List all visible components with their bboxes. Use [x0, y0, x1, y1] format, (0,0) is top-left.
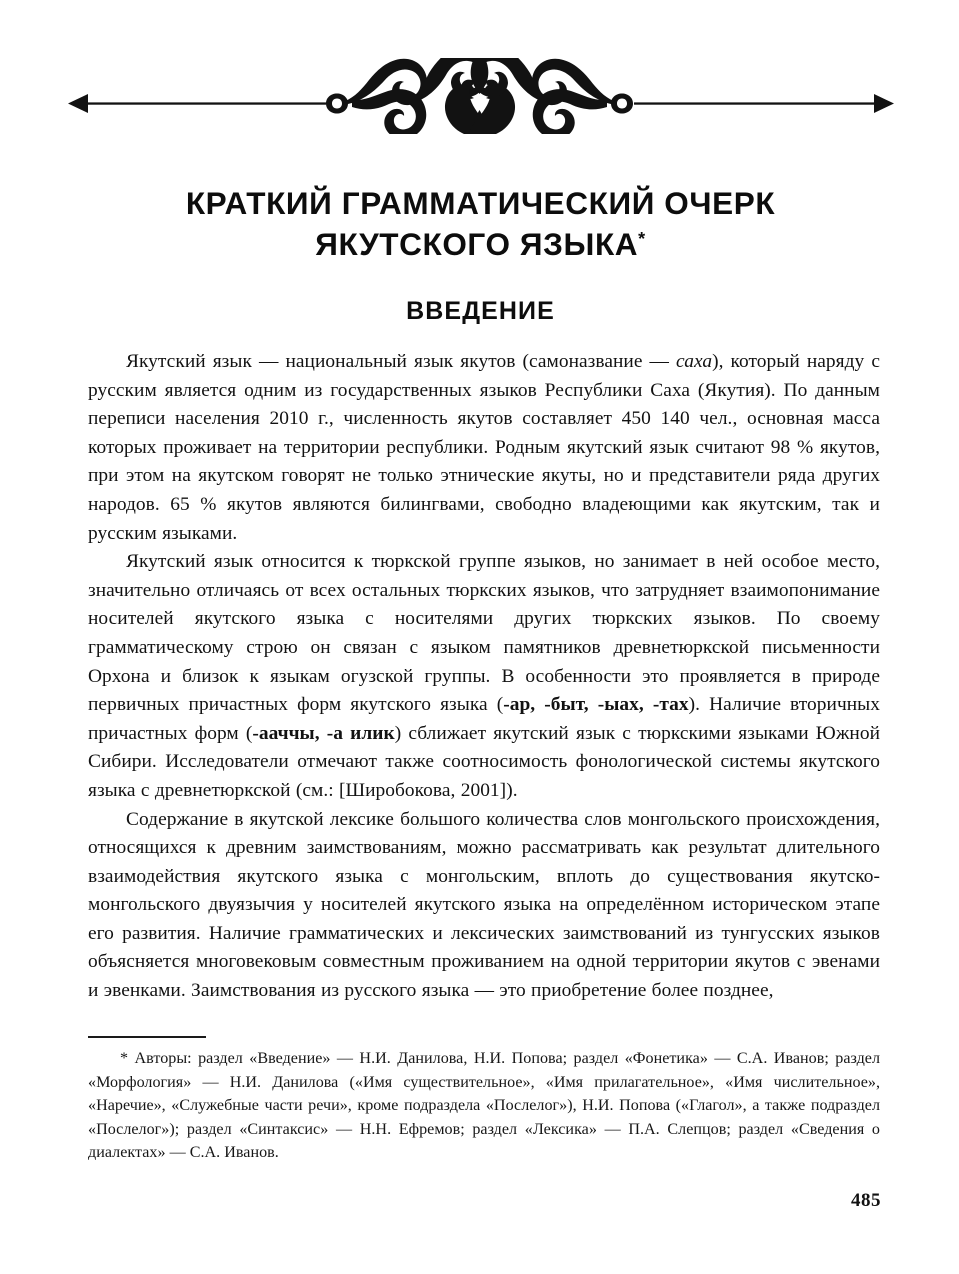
text-run: Якутский язык — национальный язык якутов (самоназвание — [126, 351, 677, 372]
text-run: ) сближает якутский язык с тюркскими языками Южной Сибири. Исследователи отмечают также соотносимость фонологической системы якутского языка с древнетюркской (см.: [Широбокова, 2001]). [88, 722, 880, 801]
text-run-bold: -ар, -быт, -ыах, -тах [503, 694, 689, 716]
page-title [78, 183, 883, 265]
document-title [78, 183, 883, 265]
paragraph-3 [88, 806, 880, 1006]
footnote-text: * Авторы: раздел «Введение» — Н.И. Данилова, Н.И. Попова; раздел «Фонетика» — С.А. Иванов; раздел «Морфология» — Н.И. Данилова («Имя существительное», «Имя прилагательное», «Имя числительное», «Наречие», «Служебные части речи», кроме подраздела «Послелог»), Н.И. Попова («Глагол», а также подраздел «Послелог»); раздел «Синтаксис» — Н.Н. Ефремов; раздел «Лексика» — П.А. Слепцов; раздел «Сведения о диалектах» — С.А. Иванов. [88, 1050, 880, 1162]
text-run-italic: саха [676, 351, 713, 372]
section-heading-introduction: ВВЕДЕНИЕ [406, 297, 555, 325]
body-text [88, 348, 880, 1006]
title-footnote-marker: * [638, 228, 646, 249]
page-number: 485 [851, 1190, 881, 1211]
paragraph-1 [88, 348, 880, 548]
text-run-bold: -ааччы, -а илик [252, 722, 395, 744]
text-run: ), который наряду с русским является одним из государственных языков Республики Саха (Якутия). По данным переписи населения 2010 г., численность якутов составляет 450 140 чел., основная масса которых проживает на территории республики. Родным якутский язык считают 98 % якутов, при этом на якутском говорят не только этнические якуты, но и представители ряда других народов. 65 % якутов являются билингвами, свободно владеющими как якутским, так и русским языками. [88, 351, 880, 544]
document-title-line-1: КРАТКИЙ ГРАММАТИЧЕСКИЙ ОЧЕРК [185, 185, 776, 221]
paragraph-2 [88, 548, 880, 805]
document-title-line-2: ЯКУТСКОГО ЯЗЫКА [315, 225, 639, 262]
text-run: Содержание в якутской лексике большого количества слов монгольского происхождения, относящихся к древним заимствованиям, можно рассматривать как результат длительного взаимодействия якутского языка с монгольским, вплоть до существования якутско-монгольского двуязычия у носителей якутского языка на определённом историческом этапе его развития. Наличие грамматических и лексических заимствований из тунгусских языков объясняется многовековым совместным проживанием на одной территории якутов с эвенами и эвенками. Заимствования из русского языка — это приобретение более позднее, [88, 808, 880, 1002]
footnote-separator-rule [88, 1036, 206, 1038]
text-run: Якутский язык относится к тюркской группе языков, но занимает в ней особое место, значительно отличаясь от всех остальных тюркских языков, что затрудняет взаимопонимание носителей якутского языка с носителями других тюркских языков. По своему грамматическому строю он связан с языком памятников древнетюркской письменности Орхона и близок к языкам огузской группы. В особенности это проявляется в природе первичных причастных форм якутского языка ( [88, 551, 880, 716]
text-run: ). Наличие вторичных причастных форм ( [88, 694, 881, 744]
footnote-block [88, 1036, 880, 1165]
ornamental-divider [0, 58, 959, 134]
